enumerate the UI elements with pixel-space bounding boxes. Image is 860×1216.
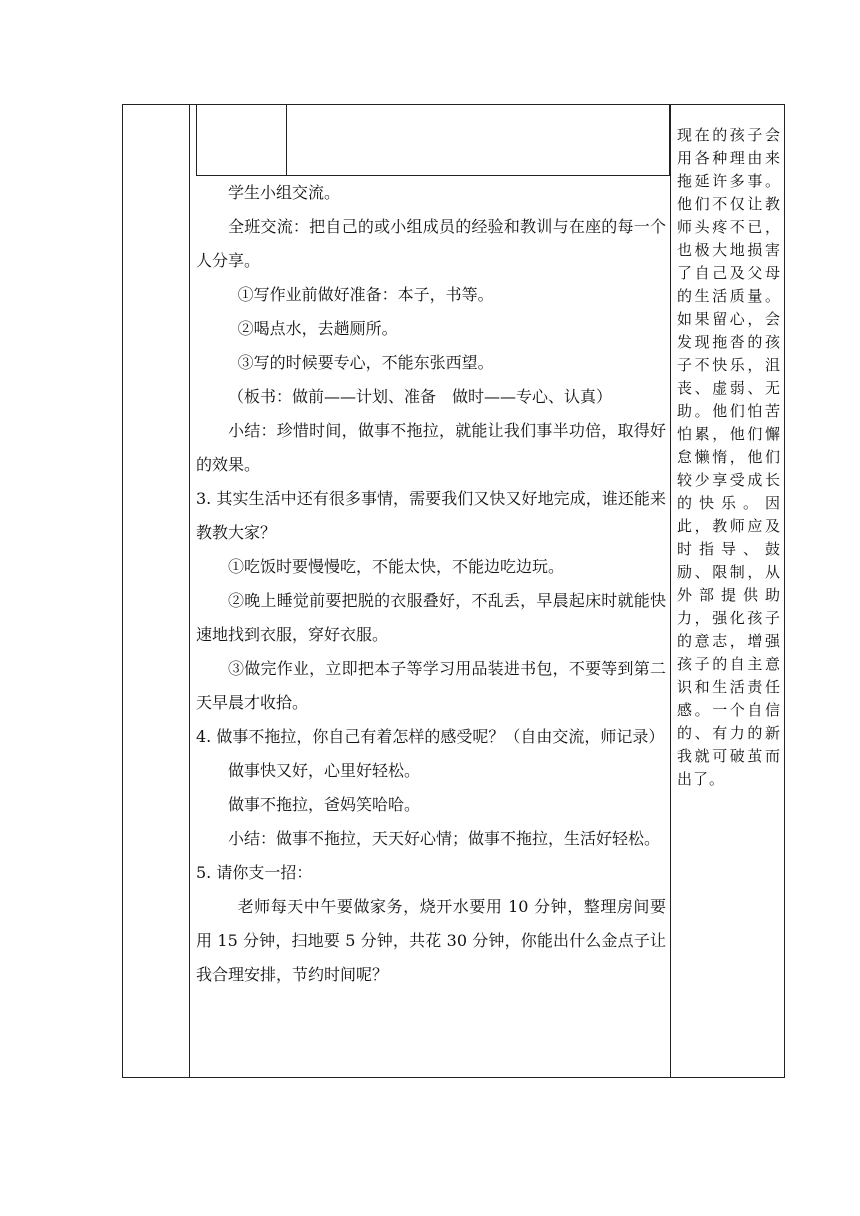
teaching-reflection-note: 现在的孩子会用各种理由来拖延许多事。他们不仅让教师头疼不已，也极大地损害了自己及父母的生活质量。如果留心，会发现拖沓的孩子不快乐，沮丧、虚弱、无助。他们怕苦怕累，他们懈怠懒惰，他们较少享受成长的快乐。因此，教师应及时指导、鼓励、限制，从外部提供助力，强化孩子的意志，增强孩子的自主意识和生活责任感。一个自信的、有力的新我就可破茧而出了。: [677, 126, 781, 788]
list-item-focus: ③写的时候要专心，不能东张西望。: [237, 353, 494, 372]
paragraph-class-discussion: 全班交流：把自己的或小组成员的经验和教训与在座的每一个人分享。: [196, 217, 666, 270]
lesson-content: [196, 176, 666, 992]
summary-1: 小结：珍惜时间，做事不拖拉，就能让我们事半功倍，取得好的效果。: [196, 421, 666, 474]
list-item-clothes: ②晚上睡觉前要把脱的衣服叠好，不乱丢，早晨起床时就能快速地找到衣服，穿好衣服。: [196, 591, 666, 644]
question-3: 3. 其实生活中还有很多事情，需要我们又快又好地完成，谁还能来教教大家？: [196, 489, 666, 542]
list-item-schoolbag: ③做完作业，立即把本子等学习用品装进书包，不要等到第二天早晨才收拾。: [196, 659, 666, 712]
list-item-water: ②喝点水，去趟厕所。: [237, 319, 398, 338]
column-divider-left: [189, 105, 190, 1077]
inner-table: [196, 104, 670, 176]
question-5: 5. 请你支一招：: [196, 863, 313, 882]
column-divider-right: [670, 105, 671, 1077]
question-4: 4. 做事不拖拉，你自己有着怎样的感受呢？（自由交流，师记录）: [196, 727, 665, 746]
feeling-1: 做事快又好，心里好轻松。: [228, 761, 421, 780]
blackboard-note: （板书：做前——计划、准备 做时——专心、认真）: [228, 387, 613, 406]
feeling-2: 做事不拖拉，爸妈笑哈哈。: [228, 795, 421, 814]
list-item-prepare: ①写作业前做好准备：本子，书等。: [237, 285, 494, 304]
housework-problem: 老师每天中午要做家务，烧开水要用 10 分钟，整理房间要用 15 分钟，扫地要 5 分钟，共花 30 分钟，你能出什么金点子让我合理安排，节约时间呢？: [196, 897, 666, 984]
paragraph-group-discussion: 学生小组交流。: [228, 183, 341, 202]
summary-2: 小结：做事不拖拉，天天好心情；做事不拖拉，生活好轻松。: [228, 829, 661, 848]
inner-table-divider: [286, 104, 287, 175]
list-item-eating: ①吃饭时要慢慢吃，不能太快，不能边吃边玩。: [228, 557, 565, 576]
